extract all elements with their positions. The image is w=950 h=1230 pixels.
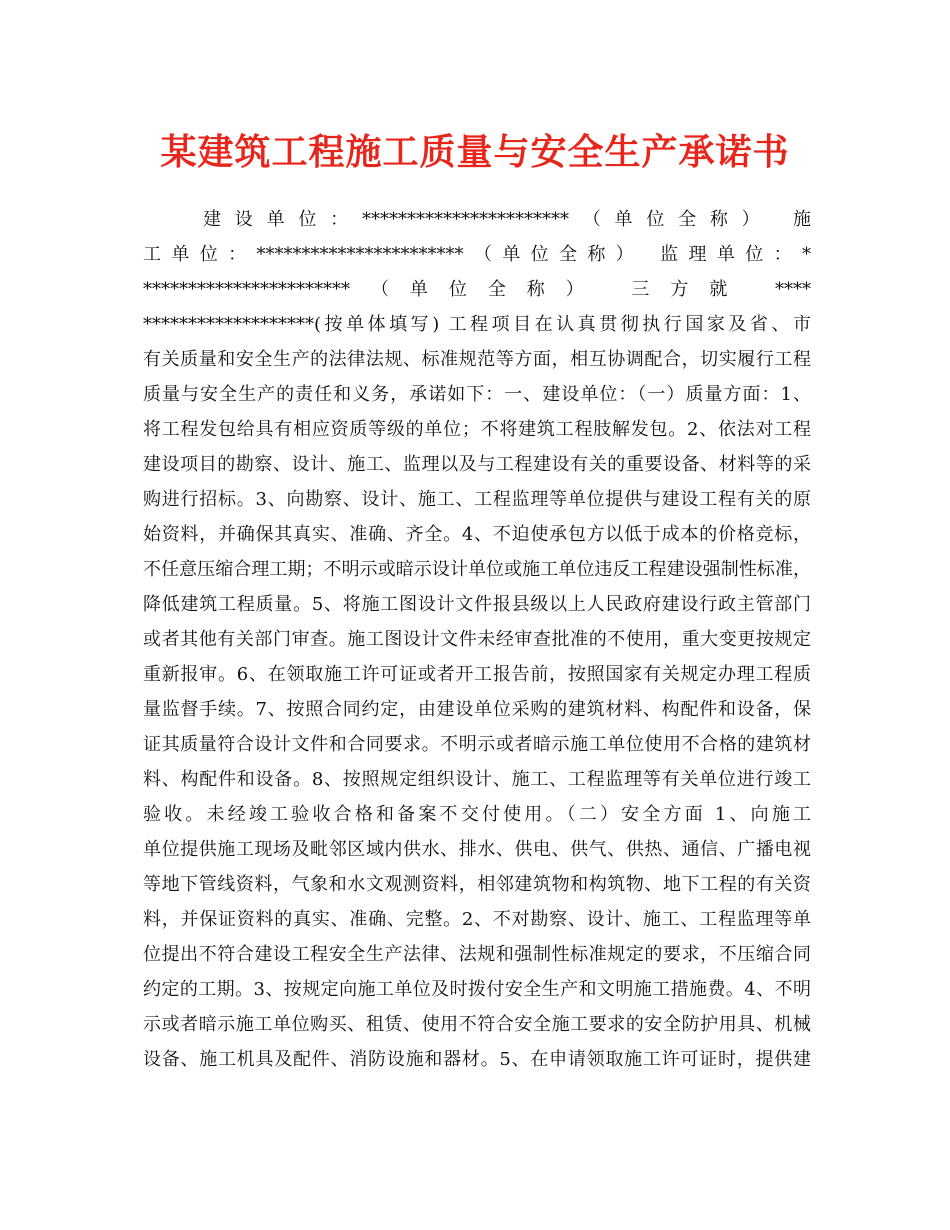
body-line: 示或者暗示施工单位购买、租赁、使用不符合安全施工要求的安全防护用具、机械 xyxy=(143,1014,811,1035)
body-line: 工单位：***********************（单位全称） 监理单位：* xyxy=(143,244,811,265)
body-line: 或者其他有关部门审查。施工图设计文件未经审查批准的不使用，重大变更按规定 xyxy=(143,629,811,650)
body-line: ***********************（单位全称） 三方就 **** xyxy=(143,279,811,300)
body-line: 等地下管线资料，气象和水文观测资料，相邻建筑物和构筑物、地下工程的有关资 xyxy=(143,874,811,895)
body-line: *******************(按单体填写) 工程项目在认真贯彻执行国家及省、市 xyxy=(143,314,811,335)
body-line: 不任意压缩合理工期；不明示或暗示设计单位或施工单位违反工程建设强制性标准， xyxy=(143,559,811,580)
body-line: 购进行招标。3、向勘察、设计、施工、工程监理等单位提供与建设工程有关的原 xyxy=(143,489,811,510)
body-line: 料，并保证资料的真实、准确、完整。2、不对勘察、设计、施工、工程监理等单 xyxy=(143,909,811,930)
body-line: 降低建筑工程质量。5、将施工图设计文件报县级以上人民政府建设行政主管部门 xyxy=(143,594,811,615)
body-line: 料、构配件和设备。8、按照规定组织设计、施工、工程监理等有关单位进行竣工 xyxy=(143,769,811,790)
body-line: 约定的工期。3、按规定向施工单位及时拨付安全生产和文明施工措施费。4、不明 xyxy=(143,979,811,1000)
body-line: 将工程发包给具有相应资质等级的单位；不将建筑工程肢解发包。2、依法对工程 xyxy=(143,419,811,440)
body-line: 始资料，并确保其真实、准确、齐全。4、不迫使承包方以低于成本的价格竞标， xyxy=(143,524,811,545)
body-line: 单位提供施工现场及毗邻区域内供水、排水、供电、供气、供热、通信、广播电视 xyxy=(143,839,811,860)
body-line: 量监督手续。7、按照合同约定，由建设单位采购的建筑材料、构配件和设备，保 xyxy=(143,699,811,720)
body-line: 验收。未经竣工验收合格和备案不交付使用。（二）安全方面 1、向施工 xyxy=(143,804,811,825)
body-line: 有关质量和安全生产的法律法规、标准规范等方面，相互协调配合，切实履行工程 xyxy=(143,349,811,370)
body-line: 建设项目的勘察、设计、施工、监理以及与工程建设有关的重要设备、材料等的采 xyxy=(143,454,811,475)
body-line: 设备、施工机具及配件、消防设施和器材。5、在申请领取施工许可证时，提供建 xyxy=(143,1049,811,1070)
body-line: 证其质量符合设计文件和合同要求。不明示或者暗示施工单位使用不合格的建筑材 xyxy=(143,734,811,755)
document-title: 某建筑工程施工质量与安全生产承诺书 xyxy=(160,131,790,173)
body-line: 重新报审。6、在领取施工许可证或者开工报告前，按照国家有关规定办理工程质 xyxy=(143,664,811,685)
body-line: 建设单位：***********************（单位全称） 施 xyxy=(203,209,811,230)
body-line: 位提出不符合建设工程安全生产法律、法规和强制性标准规定的要求，不压缩合同 xyxy=(143,944,811,965)
document-body xyxy=(143,202,811,1077)
body-line: 质量与安全生产的责任和义务，承诺如下：一、建设单位：（一）质量方面：1、 xyxy=(143,384,811,405)
